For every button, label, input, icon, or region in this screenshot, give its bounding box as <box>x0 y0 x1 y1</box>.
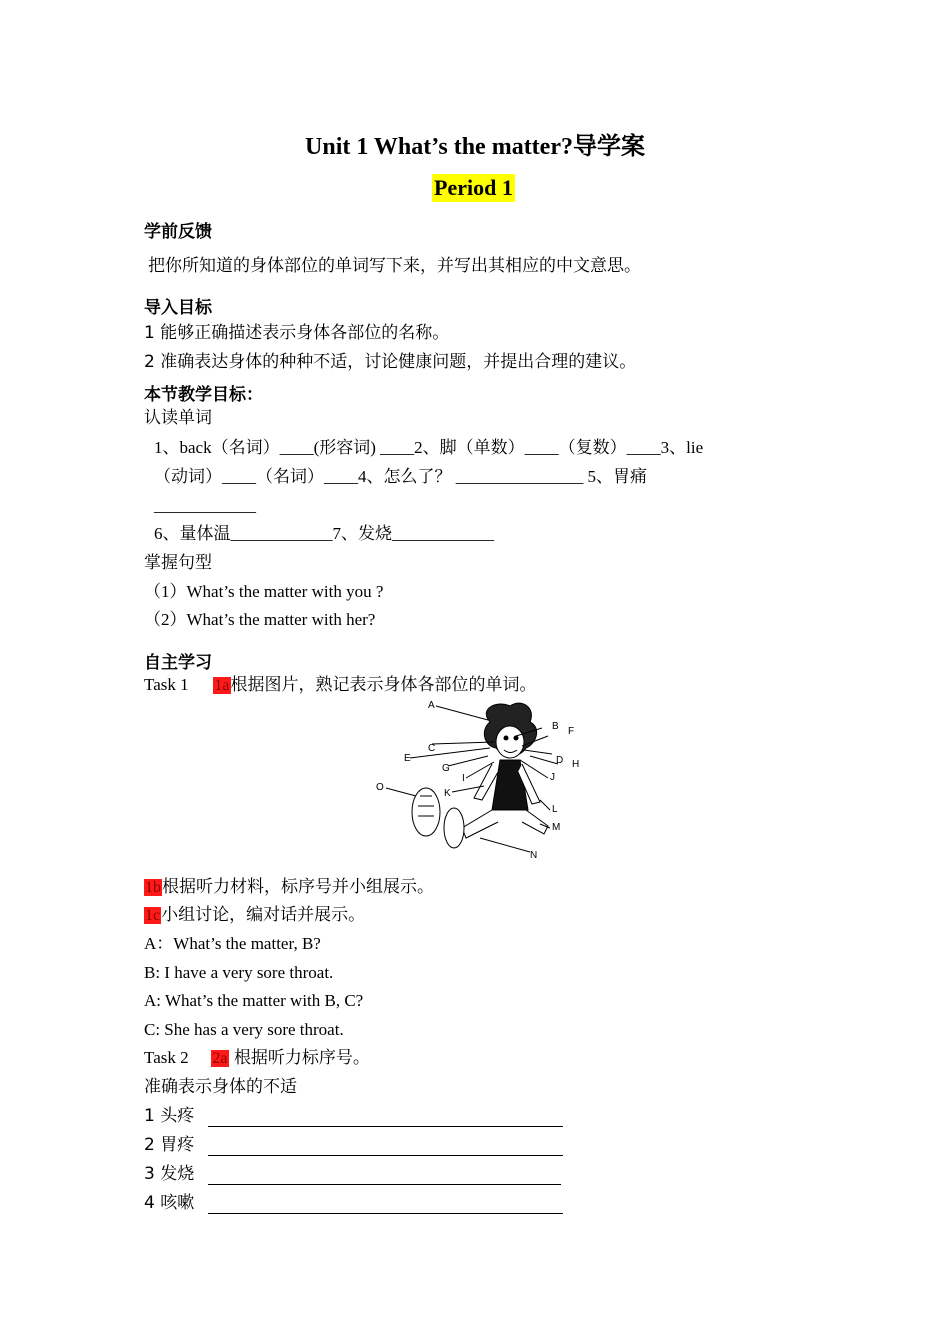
patterns-label: 掌握句型 <box>144 553 212 573</box>
figure-label: D <box>556 755 564 766</box>
section-heading-feedback: 学前反馈 <box>144 222 212 242</box>
figure-label: J <box>550 772 555 783</box>
activity-1b-text: 根据听力材料，标序号并小组展示。 <box>162 877 434 897</box>
answer-blank[interactable] <box>208 1110 563 1127</box>
figure-label: B <box>552 721 559 732</box>
discomfort-item: 2 胃疼 <box>144 1135 195 1155</box>
figure-label: F <box>568 726 575 737</box>
figure-label: M <box>552 822 561 833</box>
discomfort-item: 1 头疼 <box>144 1106 195 1126</box>
figure-label: O <box>376 782 384 793</box>
discomfort-item: 3 发烧 <box>144 1164 195 1184</box>
section-heading-teaching-goals: 本节教学目标： <box>144 385 263 405</box>
task-label: Task 1 <box>144 675 189 694</box>
discomfort-row <box>144 1192 563 1214</box>
feedback-instruction: 把你所知道的身体部位的单词写下来，并写出其相应的中文意思。 <box>148 256 641 276</box>
discomfort-row <box>144 1134 563 1156</box>
dialogue-line: A: What’s the matter with B, C? <box>144 991 364 1010</box>
figure-label: C <box>428 743 436 754</box>
discomfort-label: 准确表示身体的不适 <box>144 1077 297 1097</box>
sentence-pattern: （1）What’s the matter with you ? <box>144 582 384 601</box>
figure-label: E <box>404 753 411 764</box>
task1-line <box>144 674 537 697</box>
body-parts-figure <box>370 700 585 860</box>
figure-label: H <box>572 759 580 770</box>
figure-label: L <box>552 804 558 815</box>
figure-label: N <box>530 850 538 860</box>
section-heading-self-study: 自主学习 <box>144 653 212 673</box>
task1-instruction: 根据图片，熟记表示身体各部位的单词。 <box>230 675 537 695</box>
activity-tag: 1c <box>145 907 161 924</box>
figure-label: K <box>444 788 451 799</box>
vocab-line: ____________ <box>154 496 256 515</box>
task-label: Task 2 <box>144 1048 189 1067</box>
discomfort-row <box>144 1163 561 1185</box>
task2-line <box>144 1047 370 1070</box>
figure-label: G <box>442 763 450 774</box>
dialogue-line: A：What’s the matter, B? <box>144 934 321 953</box>
objective-item: 2 准确表达身体的种种不适，讨论健康问题，并提出合理的建议。 <box>144 352 637 372</box>
period-label: Period 1 <box>434 175 513 200</box>
figure-label: I <box>462 773 465 784</box>
dialogue-line: C: She has a very sore throat. <box>144 1020 344 1039</box>
sentence-pattern: （2）What’s the matter with her? <box>144 610 376 629</box>
discomfort-row <box>144 1105 563 1127</box>
vocab-line: 1、back（名词）____(形容词) ____2、脚（单数）____（复数）____3、lie <box>154 438 704 457</box>
activity-1c-text: 小组讨论，编对话并展示。 <box>161 905 366 925</box>
figure-label: A <box>428 700 435 711</box>
activity-1b <box>144 876 434 899</box>
dialogue-line: B: I have a very sore throat. <box>144 963 334 982</box>
task2-instruction: 根据听力标序号。 <box>233 1048 370 1068</box>
activity-tag: 1b <box>145 879 161 896</box>
page-title: Unit 1 What’s the matter?导学案 <box>305 134 645 160</box>
section-heading-objectives: 导入目标 <box>144 298 212 318</box>
activity-1c <box>144 904 365 927</box>
words-label: 认读单词 <box>144 408 212 428</box>
vocab-line: 6、量体温____________7、发烧____________ <box>154 524 494 543</box>
discomfort-item: 4 咳嗽 <box>144 1193 195 1213</box>
answer-blank[interactable] <box>208 1139 563 1156</box>
activity-tag: 1a <box>214 677 230 694</box>
activity-tag: 2a <box>212 1050 228 1067</box>
answer-blank[interactable] <box>208 1197 563 1214</box>
vocab-line: （动词）____（名词）____4、怎么了？ _______________ 5、胃痛 <box>154 467 647 486</box>
answer-blank[interactable] <box>208 1168 561 1185</box>
objective-item: 1 能够正确描述表示身体各部位的名称。 <box>144 323 450 343</box>
